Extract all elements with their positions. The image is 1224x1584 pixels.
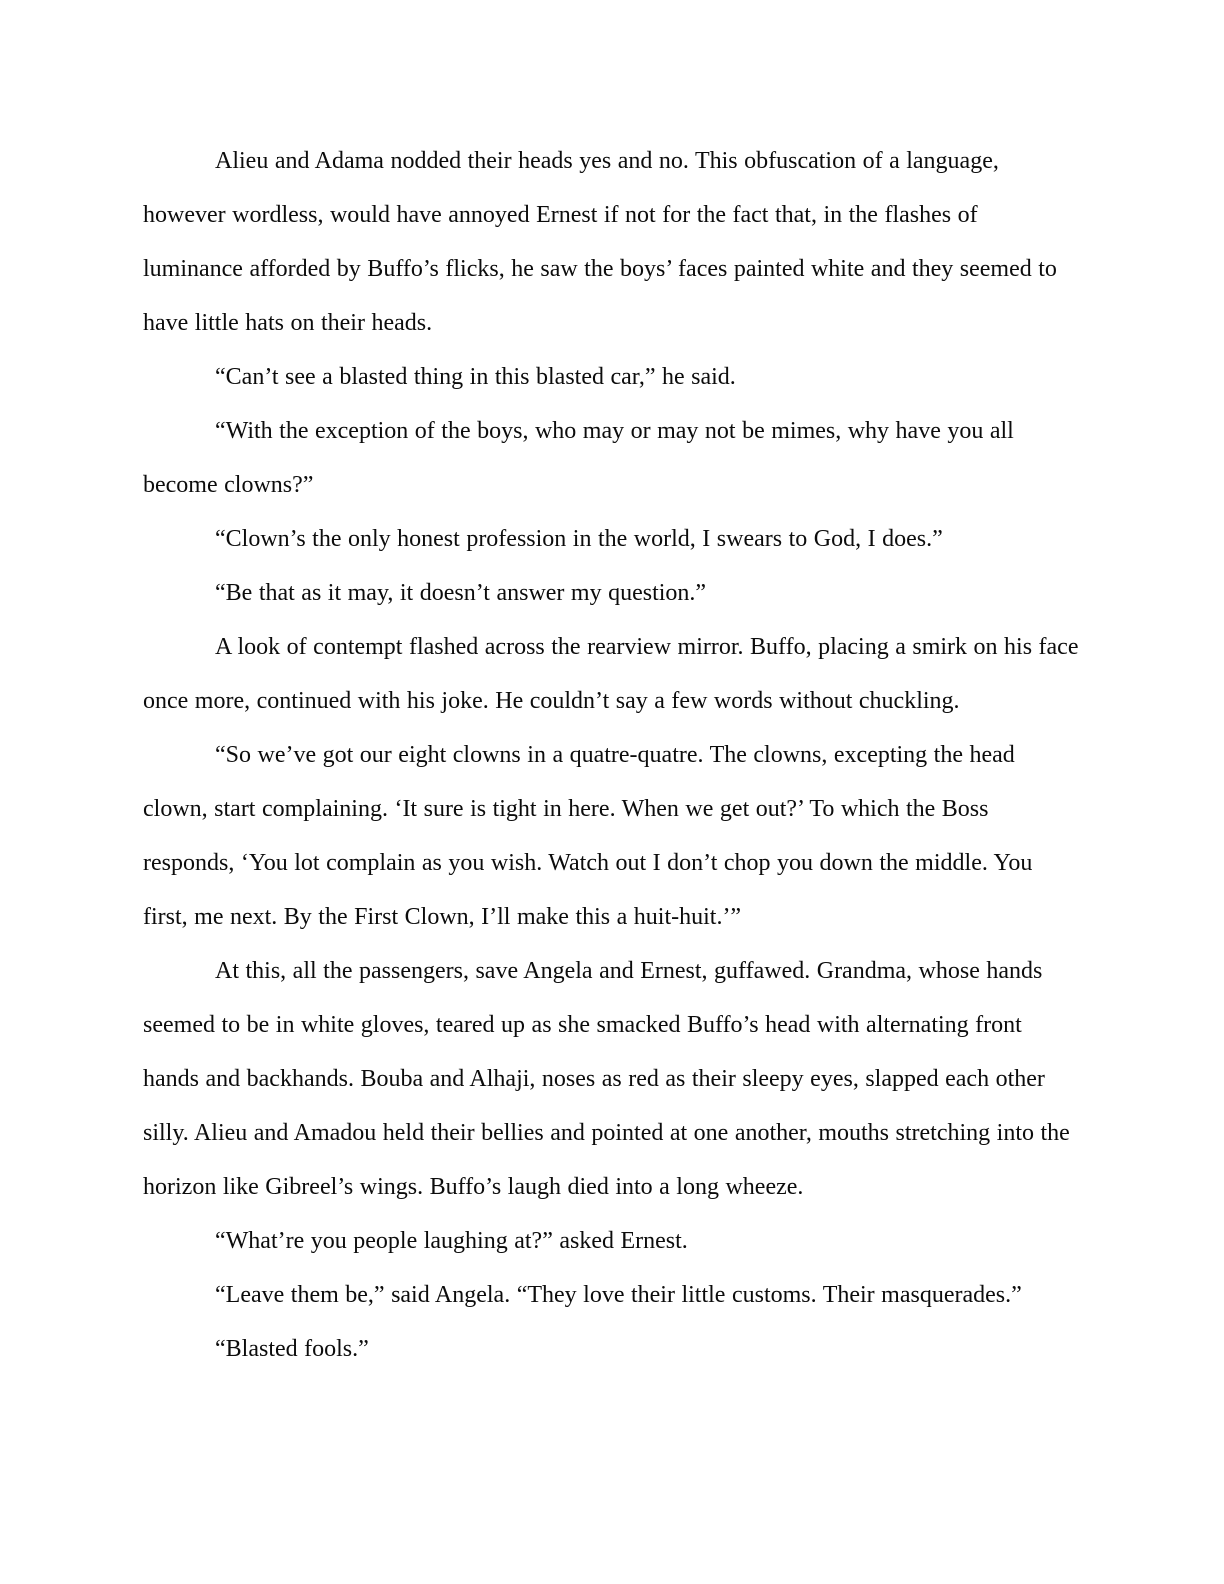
paragraph-11: “Blasted fools.” (215, 1336, 369, 1362)
paragraph-6: A look of contempt flashed across the rearview mirror. Buffo, placing a smirk on his face once more, continued with his joke. He couldn’t say a few words without chuckling. (143, 634, 1079, 714)
paragraph-4: “Clown’s the only honest profession in the world, I swears to God, I does.” (215, 526, 943, 552)
paragraph-3: “With the exception of the boys, who may or may not be mimes, why have you all become clowns?” (143, 418, 1014, 498)
paragraph-7: “So we’ve got our eight clowns in a quatre-quatre. The clowns, excepting the head clown, start complaining. ‘It sure is tight in here. When we get out?’ To which the Boss responds, ‘You lot complain as you wish. Watch out I don’t chop you down the middle. You first, me next. By the First Clown, I’ll make this a huit-huit.’” (143, 742, 1033, 930)
paragraph-8: At this, all the passengers, save Angela and Ernest, guffawed. Grandma, whose hands seemed to be in white gloves, teared up as she smacked Buffo’s head with alternating front hands and backhands. Bouba and Alhaji, noses as red as their sleepy eyes, slapped each other silly. Alieu and Amadou held their bellies and pointed at one another, mouths stretching into the horizon like Gibreel’s wings. Buffo’s laugh died into a long wheeze. (143, 958, 1070, 1200)
document-body (143, 134, 1080, 1376)
paragraph-9: “What’re you people laughing at?” asked Ernest. (215, 1228, 688, 1254)
paragraph-5: “Be that as it may, it doesn’t answer my question.” (215, 580, 707, 606)
paragraph-10: “Leave them be,” said Angela. “They love their little customs. Their masquerades.” (215, 1282, 1022, 1308)
paragraph-1: Alieu and Adama nodded their heads yes and no. This obfuscation of a language, however wordless, would have annoyed Ernest if not for the fact that, in the flashes of luminance afforded by Buffo’s flicks, he saw the boys’ faces painted white and they seemed to have little hats on their heads. (143, 148, 1057, 336)
paragraph-2: “Can’t see a blasted thing in this blasted car,” he said. (215, 364, 736, 390)
